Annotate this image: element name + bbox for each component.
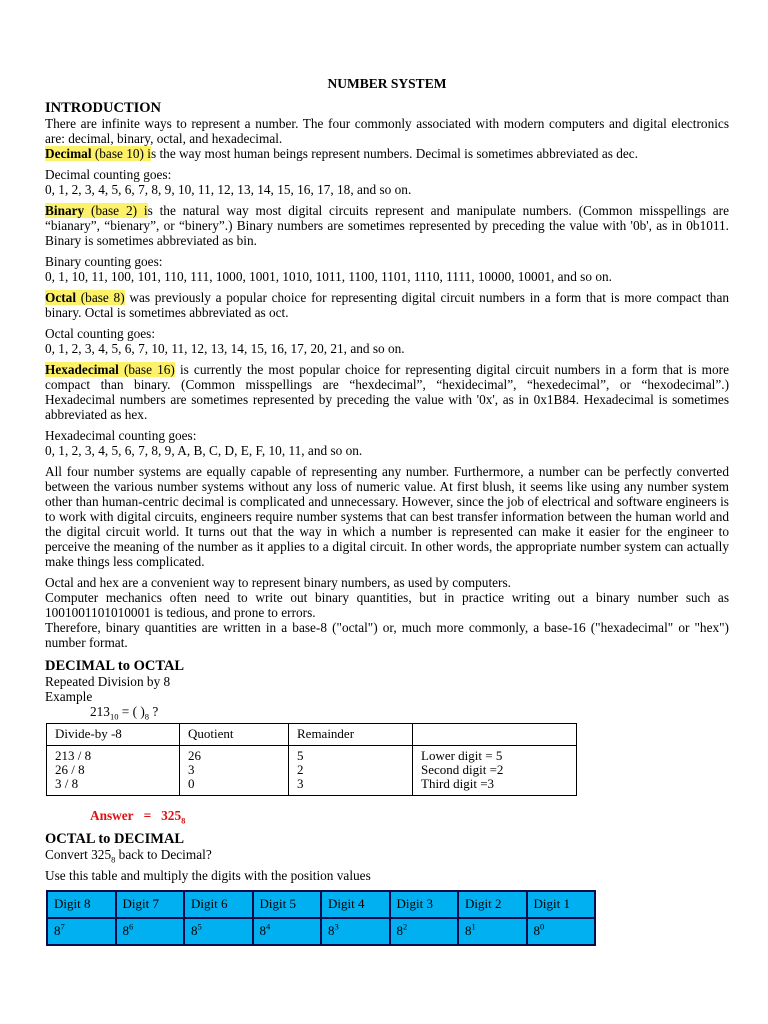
power-base: 8 (328, 923, 335, 938)
power-exponent: 0 (540, 921, 545, 932)
table-header-row (47, 724, 577, 746)
example-base-subscript: 10 (109, 711, 119, 722)
division-step: 213 / 8 (55, 748, 92, 763)
hex-base: (base 16) (118, 362, 175, 377)
digit-header-cell: Digit 7 (116, 891, 185, 918)
all-four-paragraph: All four number systems are equally capable of representing any number. Furthermore, a number can be perfectly converted between the various number systems without any loss of numeric value. At first blush, it seems like using any number system other than human-centric decimal is complicated and unnecessary. However, since the job of electrical and software engineers is to work with digital circuits, engineers require number systems that can best transfer information between the human world and the digital circuit world. It turns out that the way in which a number is represented can make it easier for the engineer to perceive the meaning of the number as it applies to a digital circuit. In other words, the appropriate number system can actually make things less complicated. (45, 464, 729, 569)
octal-base: (base 8) (76, 290, 125, 305)
hex-text: is currently the most popular choice for representing digital circuit numbers in a form that is more compact than binary. (Common misspellings are “hexdecimal”, “hexidecimal”, “hexedecimal”, or “hexodecimal”.) Hexadecimal numbers are sometimes represented by preceding the value with '0x', as in 0x1B84. Hexadecimal is sometimes abbreviated as hex. (45, 362, 729, 422)
decimal-to-octal-heading: DECIMAL to OCTAL (45, 658, 185, 674)
answer-equals: = (143, 808, 152, 823)
digit-header-cell: Digit 6 (184, 891, 253, 918)
decimal-counting: 0, 1, 2, 3, 4, 5, 6, 7, 8, 9, 10, 11, 12, 13, 14, 15, 16, 17, 18, and so on. (45, 182, 412, 197)
octal-hex-paragraph: Octal and hex are a convenient way to represent binary numbers, as used by computers. (45, 575, 511, 590)
table-header-cell: Divide-by -8 (47, 724, 180, 746)
binary-counting: 0, 1, 10, 11, 100, 101, 110, 111, 1000, 1001, 1010, 1011, 1100, 1101, 1110, 1111, 10000, 10001, and so on. (45, 269, 612, 284)
hex-counting-label: Hexadecimal counting goes: (45, 428, 197, 443)
power-base: 8 (465, 923, 472, 938)
digit-header-cell: Digit 4 (321, 891, 390, 918)
position-values-table (46, 890, 596, 946)
decimal-definition (45, 146, 729, 161)
power-row (47, 918, 595, 945)
division-step: 26 / 8 (55, 762, 85, 777)
example-equals: = ( ) (118, 704, 145, 719)
power-exponent: 1 (471, 921, 476, 932)
binary-text: s the natural way most digital circuits represent and manipulate numbers. (Common misspellings are “bianary”, “bienary”, or “binery”.) Binary numbers are sometimes represented by preceding the value with '0b', as in 0b1011. Binary is sometimes abbreviated as bin. (45, 203, 729, 248)
power-cell (116, 918, 185, 945)
remainder-cell (289, 746, 413, 796)
binary-base: (base 2) i (84, 203, 148, 218)
remainder-value: 3 (297, 776, 304, 791)
digit-note: Third digit =3 (421, 776, 495, 791)
hex-term: Hexadecimal (45, 362, 119, 377)
decimal-counting-label: Decimal counting goes: (45, 167, 172, 182)
repeated-division-label: Repeated Division by 8 (45, 674, 171, 689)
answer-subscript: 8 (181, 815, 186, 826)
table-header-cell: Quotient (180, 724, 289, 746)
octal-counting: 0, 1, 2, 3, 4, 5, 6, 7, 10, 11, 12, 13, 14, 15, 16, 17, 20, 21, and so on. (45, 341, 405, 356)
page-title: NUMBER SYSTEM (327, 76, 447, 91)
quotient-value: 3 (188, 762, 195, 777)
binary-definition (45, 203, 729, 248)
document-content (45, 76, 729, 946)
hex-definition (45, 362, 729, 422)
power-cell (253, 918, 322, 945)
division-step: 3 / 8 (55, 776, 79, 791)
digit-header-cell: Digit 2 (458, 891, 527, 918)
power-cell (184, 918, 253, 945)
example-target-subscript: 8 (144, 711, 150, 722)
table-row (47, 746, 577, 796)
answer-label: Answer (90, 808, 134, 823)
power-exponent: 3 (334, 921, 339, 932)
octal-definition (45, 290, 729, 320)
power-base: 8 (122, 923, 129, 938)
mechanics-paragraph: Computer mechanics often need to write out binary quantities, but in practice writing out a binary number such as 1001001101010001 is tedious, and prone to errors. (45, 590, 729, 620)
digit-header-row (47, 891, 595, 918)
table-header-cell: Remainder (289, 724, 413, 746)
binary-counting-label: Binary counting goes: (45, 254, 163, 269)
power-base: 8 (396, 923, 403, 938)
convert-text: Convert 325 (45, 847, 112, 862)
quotient-value: 0 (188, 776, 195, 791)
division-table (46, 723, 577, 796)
power-exponent: 2 (403, 921, 408, 932)
power-cell (47, 918, 116, 945)
answer-line (45, 808, 729, 826)
convert-question (45, 847, 729, 865)
example-label: Example (45, 689, 93, 704)
binary-term: Binary (45, 203, 85, 218)
power-exponent: 4 (266, 921, 271, 932)
table-header-cell (413, 724, 577, 746)
power-base: 8 (191, 923, 198, 938)
power-exponent: 7 (60, 921, 65, 932)
quotient-cell (180, 746, 289, 796)
example-question: ? (149, 704, 159, 719)
power-base: 8 (533, 923, 540, 938)
decimal-text: s the way most human beings represent numbers. Decimal is sometimes abbreviated as dec. (150, 146, 639, 161)
hex-counting: 0, 1, 2, 3, 4, 5, 6, 7, 8, 9, A, B, C, D, E, F, 10, 11, and so on. (45, 443, 363, 458)
remainder-value: 2 (297, 762, 304, 777)
therefore-paragraph: Therefore, binary quantities are written in a base-8 ("octal") or, much more commonly, a base-16 ("hexadecimal" or "hex") number format. (45, 620, 729, 650)
digit-header-cell: Digit 1 (527, 891, 596, 918)
power-exponent: 6 (129, 921, 134, 932)
power-base: 8 (259, 923, 266, 938)
octal-text: was previously a popular choice for representing digital circuit numbers in a form that is more compact than binary. Octal is sometimes abbreviated as oct. (45, 290, 729, 320)
power-exponent: 5 (197, 921, 202, 932)
convert-text-end: back to Decimal? (115, 847, 212, 862)
power-base: 8 (54, 923, 61, 938)
instruction-text: Use this table and multiply the digits with the position values (45, 868, 371, 883)
power-cell (458, 918, 527, 945)
digit-note: Lower digit = 5 (421, 748, 503, 763)
digit-header-cell: Digit 3 (390, 891, 459, 918)
example-expression (45, 704, 729, 722)
power-cell (390, 918, 459, 945)
remainder-value: 5 (297, 748, 304, 763)
intro-paragraph: There are infinite ways to represent a number. The four commonly associated with modern computers and digital electronics are: decimal, binary, octal, and hexadecimal. (45, 116, 729, 146)
power-cell (527, 918, 596, 945)
power-cell (321, 918, 390, 945)
digit-note-cell (413, 746, 577, 796)
octal-term: Octal (45, 290, 77, 305)
answer-value: 325 (161, 808, 182, 823)
digit-note: Second digit =2 (421, 762, 504, 777)
division-cell (47, 746, 180, 796)
digit-header-cell: Digit 5 (253, 891, 322, 918)
example-number: 213 (90, 704, 110, 719)
octal-counting-label: Octal counting goes: (45, 326, 156, 341)
intro-heading: INTRODUCTION (45, 100, 162, 116)
decimal-term: Decimal (45, 146, 92, 161)
decimal-base: (base 10) i (91, 146, 151, 161)
octal-to-decimal-heading: OCTAL to DECIMAL (45, 831, 185, 847)
quotient-value: 26 (188, 748, 201, 763)
convert-subscript: 8 (111, 854, 116, 865)
digit-header-cell: Digit 8 (47, 891, 116, 918)
